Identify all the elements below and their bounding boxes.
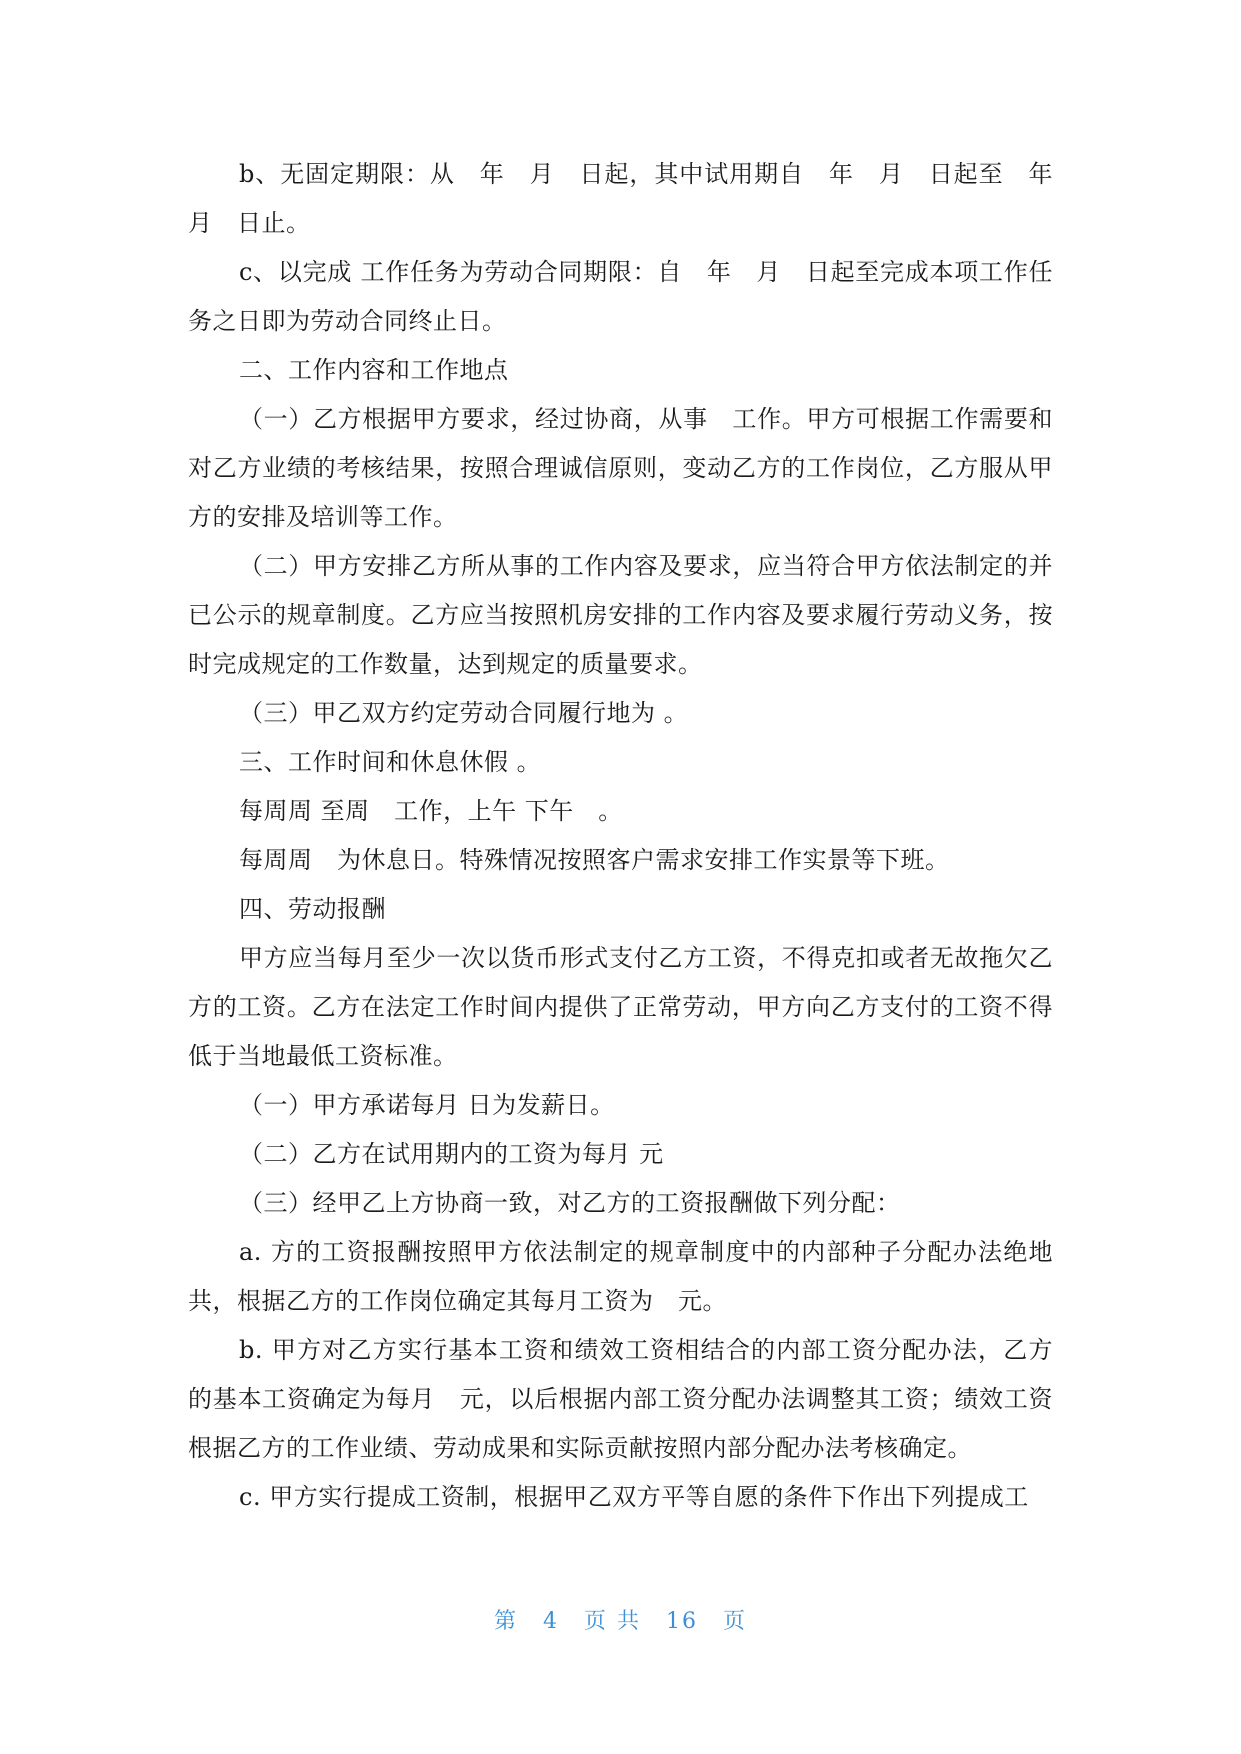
section-heading-work-hours: 三、工作时间和休息休假 。 [239,748,542,776]
paragraph-wage-option-a: a. 方的工资报酬按照甲方依法制定的规章制度中的内部种子分配办法绝地共，根据乙方的工作岗位确定其每月工资为 元。 [188,1238,1053,1315]
paragraph-wage-option-b: b. 甲方对乙方实行基本工资和绩效工资相结合的内部工资分配办法，乙方的基本工资确定为每月 元，以后根据内部工资分配办法调整其工资；绩效工资根据乙方的工作业绩、劳动成果和实际贡献按照内部分配办法考核确定。 [188,1336,1053,1462]
section-heading-work-content: 二、工作内容和工作地点 [239,356,509,384]
footer-total-pages: 16 [666,1609,698,1634]
footer-prefix: 第 [493,1609,518,1634]
footer-middle: 页 共 [584,1609,641,1634]
paragraph-rest-day: 每周周 为休息日。特殊情况按照客户需求安排工作实景等下班。 [239,846,950,874]
paragraph-work-content-1: （一）乙方根据甲方要求，经过协商，从事 工作。甲方可根据工作需要和对乙方业绩的考核结果，按照合理诚信原则，变动乙方的工作岗位，乙方服从甲方的安排及培训等工作。 [188,405,1053,531]
paragraph-work-location: （三）甲乙双方约定劳动合同履行地为 。 [239,699,689,727]
section-heading-remuneration: 四、劳动报酬 [239,895,386,923]
paragraph-weekly-schedule: 每周周 至周 工作，上午 下午 。 [239,797,623,825]
paragraph-wage-option-c: c. 甲方实行提成工资制，根据甲乙双方平等自愿的条件下作出下列提成工 [239,1483,1029,1511]
document-body [188,150,1078,1522]
paragraph-wage-payment: 甲方应当每月至少一次以货币形式支付乙方工资，不得克扣或者无故拖欠乙方的工资。乙方在法定工作时间内提供了正常劳动，甲方向乙方支付的工资不得低于当地最低工资标准。 [188,944,1053,1070]
paragraph-term-indefinite: b、无固定期限：从 年 月 日起，其中试用期自 年 月 日起至 年 月 日止。 [188,160,1078,237]
paragraph-wage-distribution: （三）经甲乙上方协商一致，对乙方的工资报酬做下列分配： [239,1189,901,1217]
footer-current-page: 4 [543,1609,559,1634]
page-footer [0,1604,1241,1635]
paragraph-work-content-2: （二）甲方安排乙方所从事的工作内容及要求，应当符合甲方依法制定的并已公示的规章制度。乙方应当按照机房安排的工作内容及要求履行劳动义务，按时完成规定的工作数量，达到规定的质量要求。 [188,552,1053,678]
paragraph-term-task-based: c、以完成 工作任务为劳动合同期限：自 年 月 日起至完成本项工作任务之日即为劳动合同终止日。 [188,258,1053,335]
footer-suffix: 页 [723,1609,748,1634]
paragraph-payday: （一）甲方承诺每月 日为发薪日。 [239,1091,615,1119]
paragraph-probation-wage: （二）乙方在试用期内的工资为每月 元 [239,1140,664,1168]
